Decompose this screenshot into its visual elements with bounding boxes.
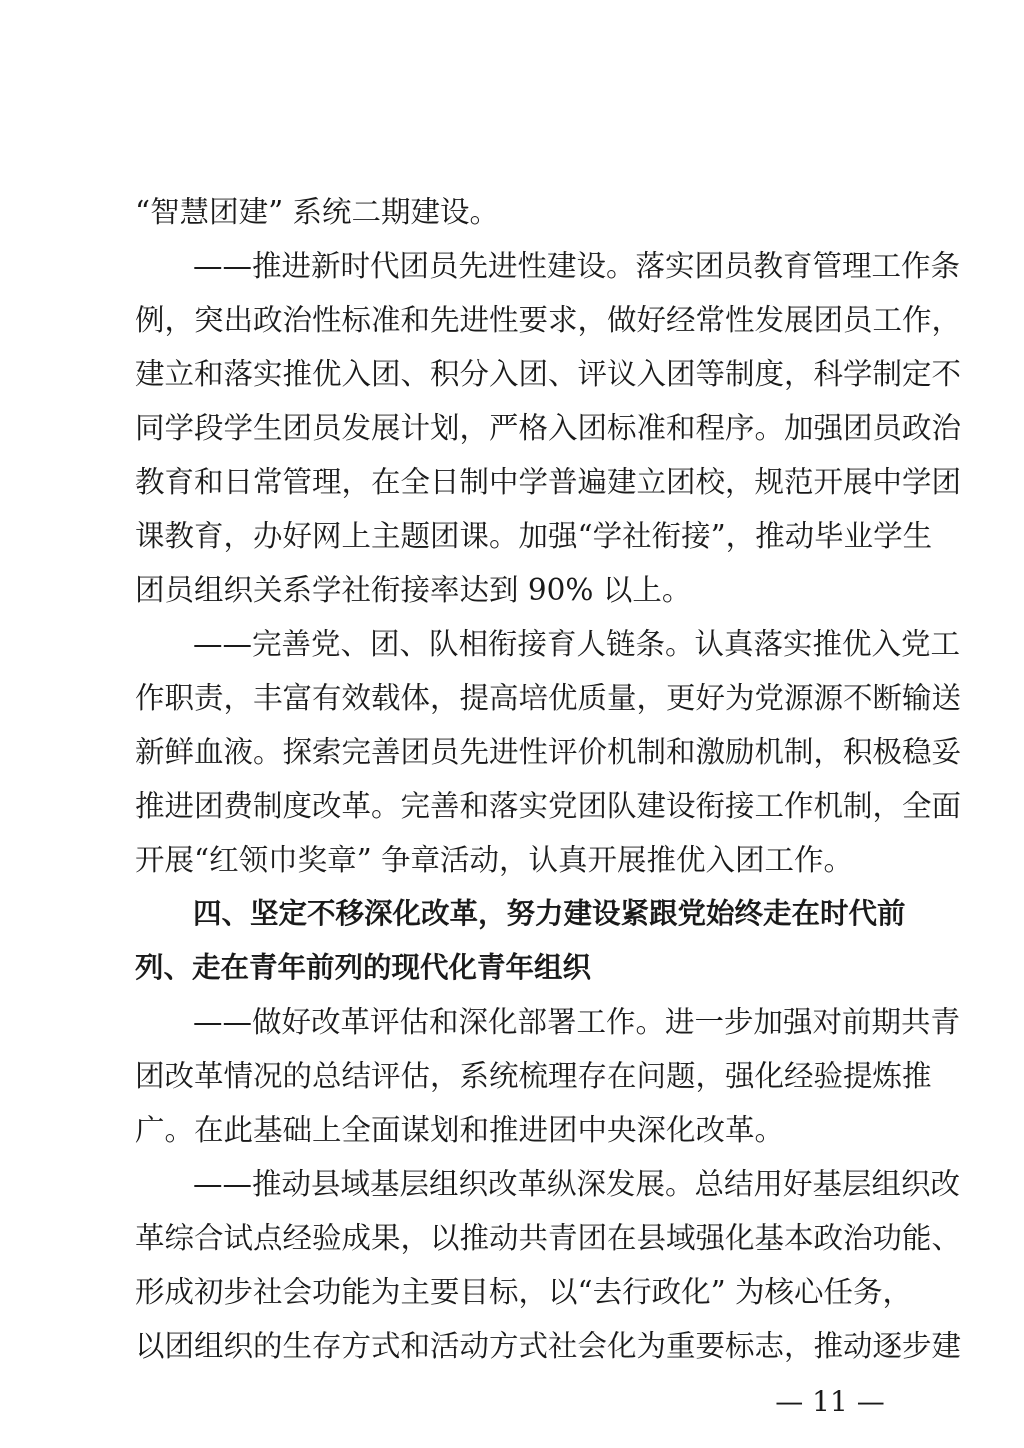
text-line: 作职责，丰富有效载体，提高培优质量，更好为党源源不断输送 — [135, 681, 962, 715]
section-heading: 列、走在青年前列的现代化青年组织 — [135, 951, 592, 984]
text-line: 推进团费制度改革。完善和落实党团队建设衔接工作机制，全面 — [135, 789, 962, 823]
text-line: 教育和日常管理，在全日制中学普遍建立团校，规范开展中学团 — [135, 465, 962, 499]
text-line: 形成初步社会功能为主要目标，以“去行政化” 为核心任务， — [135, 1275, 913, 1309]
text-line: 例，突出政治性标准和先进性要求，做好经常性发展团员工作， — [135, 303, 962, 337]
page-number: — 11 — — [775, 1385, 885, 1418]
section-heading: 四、坚定不移深化改革，努力建设紧跟党始终走在时代前 — [193, 897, 906, 930]
text-line: ——推进新时代团员先进性建设。落实团员教育管理工作条 — [193, 249, 961, 283]
text-line: 同学段学生团员发展计划，严格入团标准和程序。加强团员政治 — [135, 411, 962, 445]
text-line: ——推动县域基层组织改革纵深发展。总结用好基层组织改 — [193, 1167, 961, 1201]
text-line: 以团组织的生存方式和活动方式社会化为重要标志，推动逐步建 — [135, 1329, 962, 1363]
text-line: 广。在此基础上全面谋划和推进团中央深化改革。 — [135, 1113, 785, 1147]
text-line: 开展“红领巾奖章” 争章活动，认真开展推优入团工作。 — [135, 843, 854, 877]
text-line: 革综合试点经验成果，以推动共青团在县域强化基本政治功能、 — [135, 1221, 962, 1255]
text-line: ——完善党、团、队相衔接育人链条。认真落实推优入党工 — [193, 627, 961, 661]
text-line: 新鲜血液。探索完善团员先进性评价机制和激励机制，积极稳妥 — [135, 735, 962, 769]
text-line: 课教育，办好网上主题团课。加强“学社衔接”，推动毕业学生 — [135, 519, 933, 553]
text-line: 建立和落实推优入团、积分入团、评议入团等制度，科学制定不 — [135, 357, 962, 391]
text-line: 团改革情况的总结评估，系统梳理存在问题，强化经验提炼推 — [135, 1059, 932, 1093]
text-line: “智慧团建” 系统二期建设。 — [135, 195, 500, 229]
text-line: ——做好改革评估和深化部署工作。进一步加强对前期共青 — [193, 1005, 961, 1039]
text-line: 团员组织关系学社衔接率达到 90% 以上。 — [135, 573, 692, 607]
